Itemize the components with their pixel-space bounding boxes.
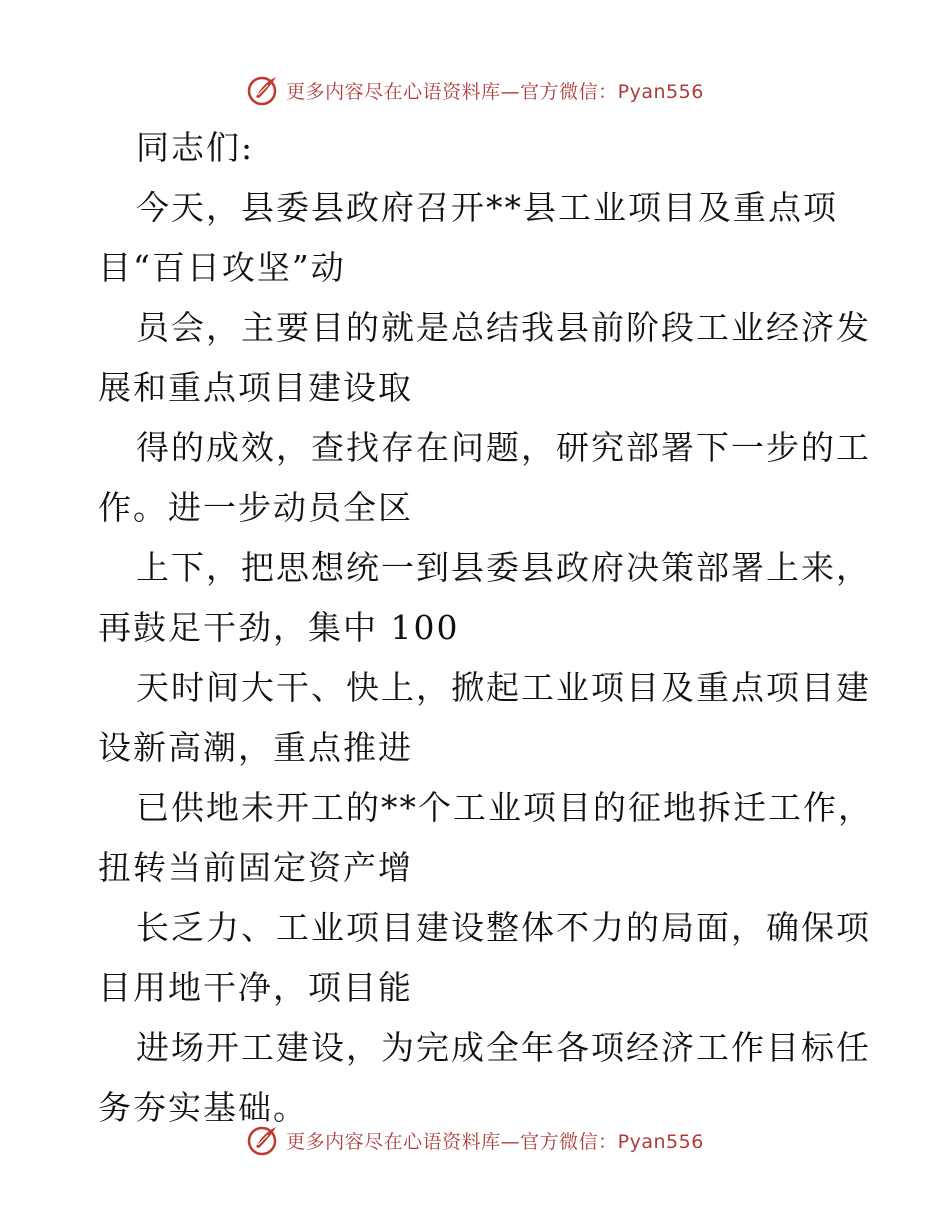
paragraph-line: 员会，主要目的就是总结我县前阶段工业经济发 [136,308,871,347]
paragraph-line: 上下，把思想统一到县委县政府决策部署上来， [136,548,871,587]
paragraph-line: 天时间大干、快上，掀起工业项目及重点项目建 [136,668,871,707]
header-banner-text: 更多内容尽在心语资料库—官方微信：Pyan556 [286,80,704,103]
paragraph-line: 展和重点项目建设取 [98,368,413,407]
footer-banner-text: 更多内容尽在心语资料库—官方微信：Pyan556 [286,1130,704,1153]
paragraph-line: 长乏力、工业项目建设整体不力的局面，确保项 [136,908,871,947]
paragraph-line: 目“百日攻坚”动 [98,248,346,287]
paragraph-line: 扭转当前固定资产增 [98,848,413,887]
paragraph-line: 得的成效，查找存在问题，研究部署下一步的工 [136,428,871,467]
paragraph-line: 作。进一步动员全区 [98,488,413,527]
paragraph-line: 进场开工建设，为完成全年各项经济工作目标任 [136,1028,871,1067]
quill-pen-logo-icon [246,73,280,107]
paragraph-line: 再鼓足干劲，集中 100 [98,608,460,647]
header-banner [0,70,950,110]
paragraph-line: 目用地干净，项目能 [98,968,413,1007]
salutation-line: 同志们: [136,128,255,167]
quill-pen-logo-icon [246,1123,280,1157]
paragraph-line: 今天，县委县政府召开**县工业项目及重点项 [136,188,838,227]
paragraph-line: 已供地未开工的**个工业项目的征地拆迁工作， [136,788,873,827]
paragraph-line: 设新高潮，重点推进 [98,728,413,767]
footer-banner [0,1120,950,1160]
paragraph-line: 务夯实基础。 [98,1088,308,1127]
document-body [98,118,873,1138]
